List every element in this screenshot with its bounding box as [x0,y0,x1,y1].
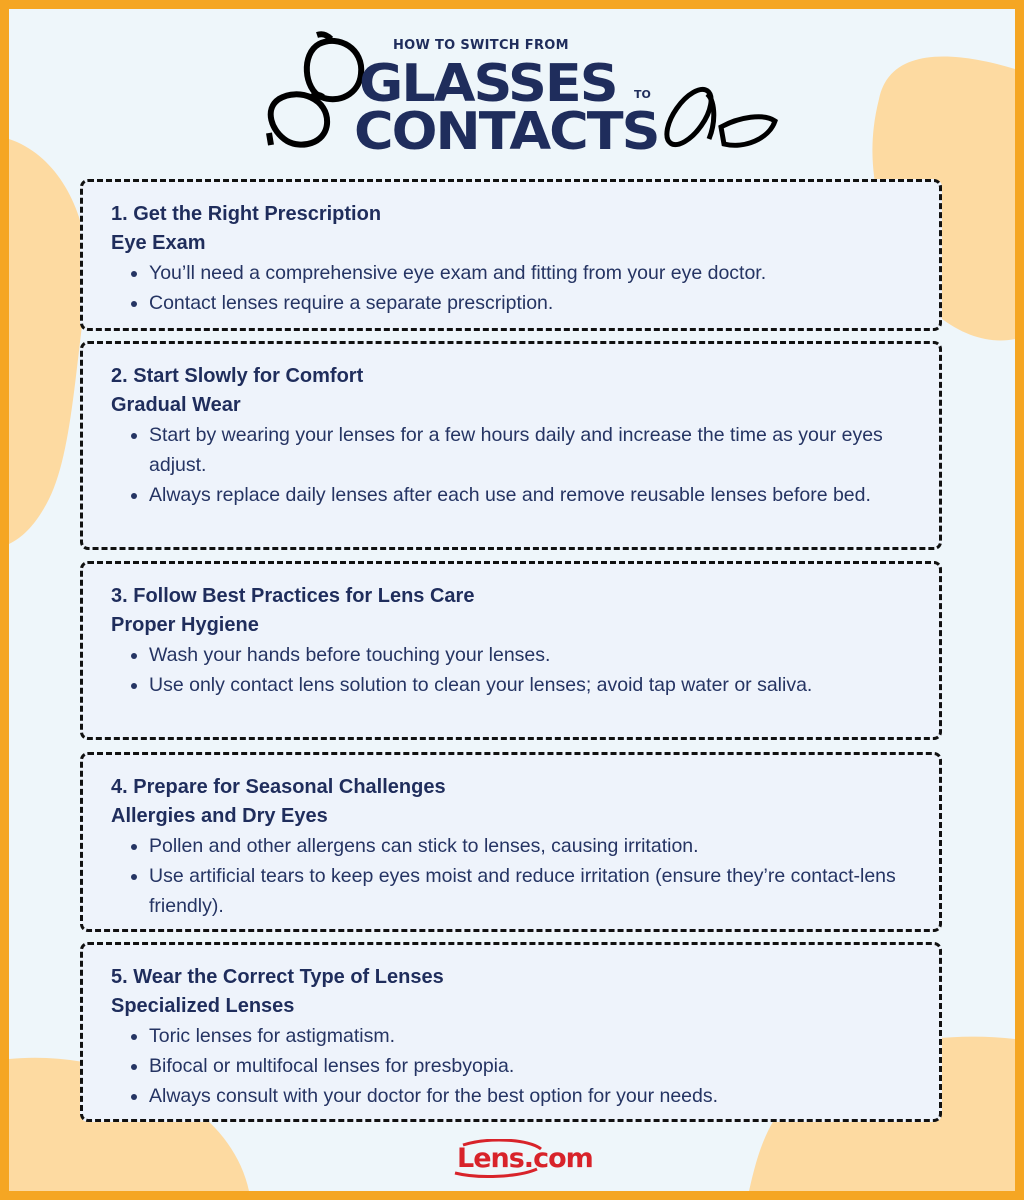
bullet-list [111,640,915,700]
infographic-frame [9,9,1015,1191]
section-heading: 5. Wear the Correct Type of Lenses [111,966,444,988]
bullet-item: • Start by wearing your lenses for a few hours daily and increase the time as your eyes adjust. [149,420,915,480]
section-heading: 4. Prepare for Seasonal Challenges [111,776,446,798]
glasses-icon [269,34,361,145]
section-subheading: Proper Hygiene [111,614,259,636]
section-card-2 [80,341,942,550]
section-subheading: Allergies and Dry Eyes [111,805,328,827]
section-card-3 [80,561,942,740]
bullet-item: • Use only contact lens solution to clean your lenses; avoid tap water or saliva. [149,670,915,700]
lens-com-logo[interactable] [449,1139,593,1179]
bullet-item: • Always replace daily lenses after each use and remove reusable lenses before bed. [149,480,915,510]
section-card-1 [80,179,942,331]
section-heading: 3. Follow Best Practices for Lens Care [111,585,475,607]
section-subheading: Gradual Wear [111,394,241,416]
section-heading: 2. Start Slowly for Comfort [111,365,364,387]
bullet-item: • Bifocal or multifocal lenses for presbyopia. [149,1051,915,1081]
logo-text: Lens.com [457,1143,593,1174]
bullet-item: • Always consult with your doctor for the best option for your needs. [149,1081,915,1111]
bullet-list [111,831,915,921]
section-subheading: Eye Exam [111,232,206,254]
title-glasses: GLASSES [359,53,617,114]
bullet-item: • Wash your hands before touching your lenses. [149,640,915,670]
bullet-item: • Use artificial tears to keep eyes moist and reduce irritation (ensure they’re contact-lens friendly). [149,861,915,921]
bullet-item: • Contact lenses require a separate prescription. [149,288,915,318]
header-kicker: HOW TO SWITCH FROM [393,38,569,53]
section-card-4 [80,752,942,932]
header [9,9,1015,184]
blob-left [9,139,88,544]
section-heading: 1. Get the Right Prescription [111,203,382,225]
bullet-list [111,1021,915,1111]
bullet-item: • Toric lenses for astigmatism. [149,1021,915,1051]
section-card-5 [80,942,942,1122]
bullet-list [111,258,915,318]
contact-lens-icon [658,82,775,152]
bullet-item: • You’ll need a comprehensive eye exam and fitting from your eye doctor. [149,258,915,288]
bullet-item: • Pollen and other allergens can stick to lenses, causing irritation. [149,831,915,861]
title-contacts: CONTACTS [354,101,659,162]
section-subheading: Specialized Lenses [111,995,295,1017]
title-to: TO [634,88,651,101]
bullet-list [111,420,915,510]
